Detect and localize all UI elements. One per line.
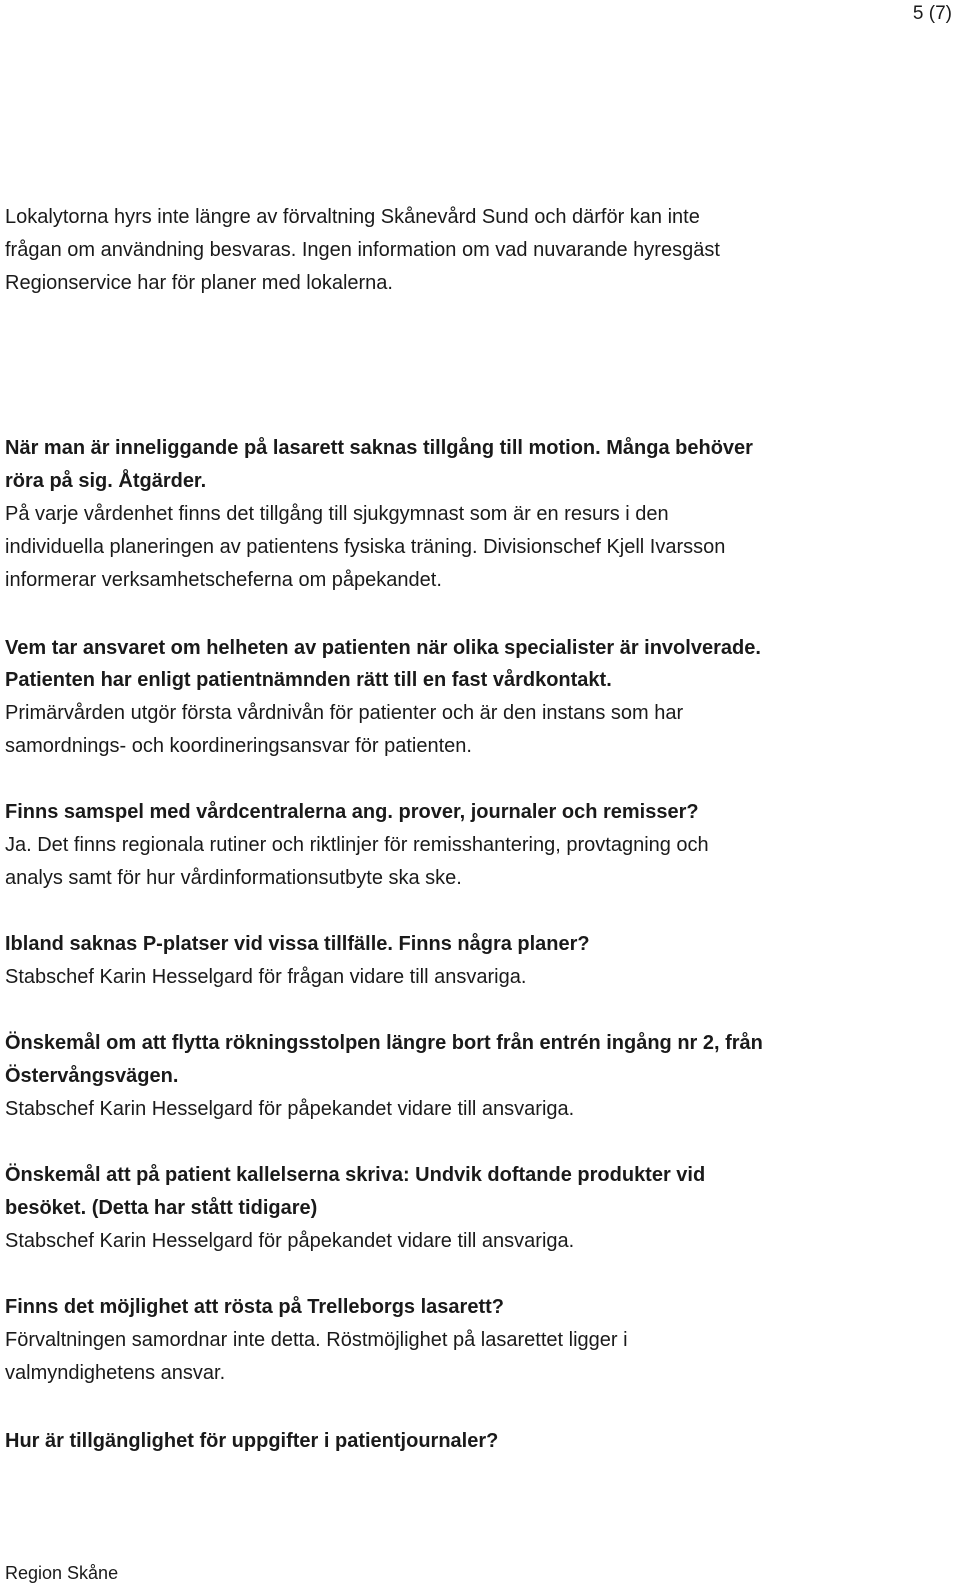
question-line: Ibland saknas P-platser vid vissa tillfälle. Finns några planer?	[5, 933, 590, 955]
text-line: samordnings- och koordineringsansvar för patienten.	[5, 735, 472, 757]
text-line: Förvaltningen samordnar inte detta. Röstmöjlighet på lasarettet ligger i	[5, 1329, 628, 1351]
footer-organization: Region Skåne	[5, 1563, 119, 1583]
question-line: Finns det möjlighet att rösta på Trelleborgs lasarett?	[5, 1296, 504, 1318]
text-line: informerar verksamhetscheferna om påpekandet.	[5, 569, 442, 591]
text-line: individuella planeringen av patientens fysiska träning. Divisionschef Kjell Ivarsson	[5, 536, 726, 558]
text-line: Regionservice har för planer med lokalerna.	[5, 272, 393, 294]
question-line: Finns samspel med vårdcentralerna ang. prover, journaler och remisser?	[5, 801, 699, 823]
text-line: Ja. Det finns regionala rutiner och riktlinjer för remisshantering, provtagning och	[5, 834, 709, 856]
question-line: Önskemål om att flytta rökningsstolpen längre bort från entrén ingång nr 2, från	[5, 1032, 763, 1054]
question-line: röra på sig. Åtgärder.	[5, 470, 207, 492]
question-line: När man är inneliggande på lasarett saknas tillgång till motion. Många behöver	[5, 437, 753, 459]
text-line: frågan om användning besvaras. Ingen information om vad nuvarande hyresgäst	[5, 239, 720, 261]
text-line: Stabschef Karin Hesselgard för påpekandet vidare till ansvariga.	[5, 1098, 575, 1120]
text-line: Stabschef Karin Hesselgard för frågan vidare till ansvariga.	[5, 966, 527, 988]
text-line: Stabschef Karin Hesselgard för påpekandet vidare till ansvariga.	[5, 1230, 575, 1252]
page-number: 5 (7)	[912, 3, 952, 24]
question-line: Vem tar ansvaret om helheten av patienten när olika specialister är involverade.	[5, 637, 761, 659]
question-line: besöket. (Detta har stått tidigare)	[5, 1197, 318, 1219]
question-line: Östervångsvägen.	[5, 1065, 179, 1087]
text-line: Lokalytorna hyrs inte längre av förvaltning Skånevård Sund och därför kan inte	[5, 206, 700, 228]
text-line: valmyndighetens ansvar.	[5, 1362, 226, 1384]
question-line: Patienten har enligt patientnämnden rätt till en fast vårdkontakt.	[5, 669, 612, 691]
question-line: Önskemål att på patient kallelserna skriva: Undvik doftande produkter vid	[5, 1164, 706, 1186]
text-line: analys samt för hur vårdinformationsutbyte ska ske.	[5, 867, 462, 889]
text-line: Primärvården utgör första vårdnivån för patienter och är den instans som har	[5, 702, 684, 724]
question-line: Hur är tillgänglighet för uppgifter i patientjournaler?	[5, 1430, 499, 1452]
text-line: På varje vårdenhet finns det tillgång till sjukgymnast som är en resurs i den	[5, 503, 669, 525]
